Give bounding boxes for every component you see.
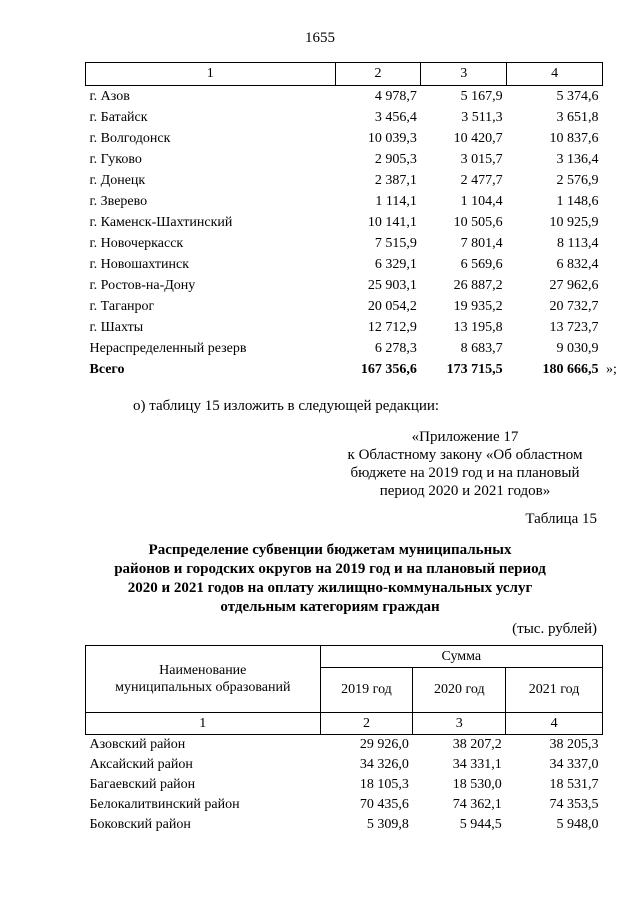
amount-2021: 13 723,7 xyxy=(549,320,599,335)
amount-2021: 3 136,4 xyxy=(556,152,599,167)
table-row xyxy=(86,275,603,296)
amount-2021: 38 205,3 xyxy=(549,737,599,752)
municipality-name: г. Ростов-на-Дону xyxy=(89,278,196,293)
amount-2019: 5 309,8 xyxy=(366,817,409,832)
municipality-name: г. Каменск-Шахтинский xyxy=(89,215,233,230)
amount-2019: 18 105,3 xyxy=(359,777,409,792)
amount-2019: 2 905,3 xyxy=(374,152,417,167)
column-number-3: 3 xyxy=(413,713,506,735)
year-header-2019: 2019 год xyxy=(320,668,413,713)
table-row xyxy=(86,815,603,835)
municipality-name: Азовский район xyxy=(89,737,186,752)
municipality-name: г. Батайск xyxy=(89,110,148,125)
municipality-name: Аксайский район xyxy=(89,757,193,772)
municipality-name: г. Донецк xyxy=(89,173,146,188)
column-number-2: 2 xyxy=(335,63,421,86)
appendix-line: бюджете на 2019 год и на плановый xyxy=(350,465,580,481)
amount-2020: 2 477,7 xyxy=(460,173,503,188)
subvention-distribution-table xyxy=(85,645,603,835)
name-header-line: Наименование xyxy=(159,663,247,678)
amount-2019: 1 114,1 xyxy=(375,194,417,209)
amount-2020: 74 362,1 xyxy=(452,797,502,812)
total-label: Всего xyxy=(89,362,125,377)
municipality-name: г. Новочеркасск xyxy=(89,236,184,251)
column-number-1: 1 xyxy=(86,713,321,735)
table-header-row xyxy=(86,646,603,668)
amount-2019: 20 054,2 xyxy=(367,299,417,314)
table-row xyxy=(86,755,603,775)
amount-2020: 5 944,5 xyxy=(459,817,502,832)
amount-2020: 7 801,4 xyxy=(460,236,503,251)
amount-2019: 6 329,1 xyxy=(374,257,417,272)
amount-2019: 70 435,6 xyxy=(359,797,409,812)
amount-2020: 18 530,0 xyxy=(452,777,502,792)
table-row xyxy=(86,170,603,191)
amount-2020: 19 935,2 xyxy=(453,299,503,314)
amount-2019: 12 712,9 xyxy=(367,320,417,335)
total-2021-cell xyxy=(507,359,617,380)
table-row xyxy=(86,107,603,128)
municipality-name: Боковский район xyxy=(89,817,191,832)
amount-2020: 5 167,9 xyxy=(460,89,503,104)
municipality-name: г. Волгодонск xyxy=(89,131,171,146)
amount-2020: 13 195,8 xyxy=(453,320,503,335)
year-header-2021: 2021 год xyxy=(506,668,603,713)
appendix-line: «Приложение 17 xyxy=(411,429,519,445)
appendix-line: к Областному закону «Об областном xyxy=(347,447,583,463)
table-label: Таблица 15 xyxy=(525,511,597,527)
table-header-row xyxy=(86,63,603,86)
title-line: Распределение субвенции бюджетам муниципальных xyxy=(148,542,512,558)
appendix-line: период 2020 и 2021 годов» xyxy=(379,483,551,499)
amount-2019: 7 515,9 xyxy=(374,236,417,251)
table-row xyxy=(86,191,603,212)
amount-2021: 3 651,8 xyxy=(556,110,599,125)
amount-2021: 20 732,7 xyxy=(549,299,599,314)
title-line: районов и городских округов на 2019 год и на плановый период xyxy=(114,561,546,577)
amendment-paragraph: о) таблицу 15 изложить в следующей редакции: xyxy=(133,398,440,414)
column-number-4: 4 xyxy=(507,63,603,86)
sum-column-header: Сумма xyxy=(320,646,602,668)
table-row xyxy=(86,212,603,233)
amount-2019: 10 039,3 xyxy=(367,131,417,146)
column-number-2: 2 xyxy=(320,713,413,735)
amount-2019: 29 926,0 xyxy=(359,737,409,752)
total-row xyxy=(86,359,603,380)
table-row xyxy=(86,795,603,815)
amount-2020: 6 569,6 xyxy=(460,257,503,272)
amount-2021: 10 837,6 xyxy=(549,131,599,146)
amount-2021: 1 148,6 xyxy=(556,194,599,209)
column-number-3: 3 xyxy=(421,63,507,86)
column-number-4: 4 xyxy=(506,713,603,735)
name-column-header xyxy=(86,646,321,713)
amount-2020: 1 104,4 xyxy=(460,194,503,209)
name-header-line: муниципальных образований xyxy=(115,680,291,695)
amount-2019: 6 278,3 xyxy=(374,341,417,356)
amount-2021: 5 948,0 xyxy=(556,817,599,832)
amount-2021: 18 531,7 xyxy=(549,777,599,792)
municipal-amounts-table-continued xyxy=(85,62,617,380)
amount-2019: 25 903,1 xyxy=(367,278,417,293)
title-line: 2020 и 2021 годов на оплату жилищно-коммунальных услуг xyxy=(127,580,533,596)
table-title xyxy=(110,541,550,617)
table-header-row xyxy=(86,713,603,735)
amount-2021: 6 832,4 xyxy=(556,257,599,272)
amount-2021: 27 962,6 xyxy=(549,278,599,293)
closing-quote: »; xyxy=(602,362,617,377)
amount-2019: 10 141,1 xyxy=(367,215,417,230)
amount-2021: 34 337,0 xyxy=(549,757,599,772)
amount-2019: 2 387,1 xyxy=(374,173,417,188)
amount-2021: 5 374,6 xyxy=(556,89,599,104)
table-row xyxy=(86,149,603,170)
amount-2021: 8 113,4 xyxy=(557,236,599,251)
amount-2021: 10 925,9 xyxy=(549,215,599,230)
amount-2019: 34 326,0 xyxy=(359,757,409,772)
amount-2021: 9 030,9 xyxy=(556,341,599,356)
municipality-name: Белокалитвинский район xyxy=(89,797,240,812)
year-header-2020: 2020 год xyxy=(413,668,506,713)
table-row xyxy=(86,296,603,317)
amount-2020: 26 887,2 xyxy=(453,278,503,293)
table-row xyxy=(86,233,603,254)
total-2020: 173 715,5 xyxy=(446,362,503,377)
amount-2020: 10 505,6 xyxy=(453,215,503,230)
table-row xyxy=(86,254,603,275)
title-line: отдельным категориям граждан xyxy=(220,599,440,615)
amount-2019: 4 978,7 xyxy=(374,89,417,104)
amount-2019: 3 456,4 xyxy=(374,110,417,125)
amount-2021: 74 353,5 xyxy=(549,797,599,812)
units-label: (тыс. рублей) xyxy=(512,621,597,637)
table-row xyxy=(86,317,603,338)
amount-2020: 34 331,1 xyxy=(452,757,502,772)
amount-2020: 8 683,7 xyxy=(460,341,503,356)
table-row xyxy=(86,338,603,359)
amount-2020: 38 207,2 xyxy=(452,737,502,752)
municipality-name: г. Азов xyxy=(89,89,130,104)
table-row xyxy=(86,86,603,108)
municipality-name: г. Гуково xyxy=(89,152,142,167)
municipality-name: Нераспределенный резерв xyxy=(89,341,247,356)
amount-2021: 2 576,9 xyxy=(556,173,599,188)
amount-2020: 10 420,7 xyxy=(453,131,503,146)
appendix-reference xyxy=(330,428,600,500)
amount-2020: 3 511,3 xyxy=(461,110,503,125)
municipality-name: г. Зверево xyxy=(89,194,148,209)
table-row xyxy=(86,775,603,795)
table-row xyxy=(86,128,603,149)
total-2021: 180 666,5 xyxy=(542,362,599,377)
column-number-1: 1 xyxy=(86,63,336,86)
amount-2020: 3 015,7 xyxy=(460,152,503,167)
municipality-name: г. Новошахтинск xyxy=(89,257,190,272)
municipality-name: г. Таганрог xyxy=(89,299,155,314)
page-number: 1655 xyxy=(305,30,335,46)
total-2019: 167 356,6 xyxy=(360,362,417,377)
municipality-name: г. Шахты xyxy=(89,320,144,335)
table-row xyxy=(86,735,603,756)
municipality-name: Багаевский район xyxy=(89,777,196,792)
